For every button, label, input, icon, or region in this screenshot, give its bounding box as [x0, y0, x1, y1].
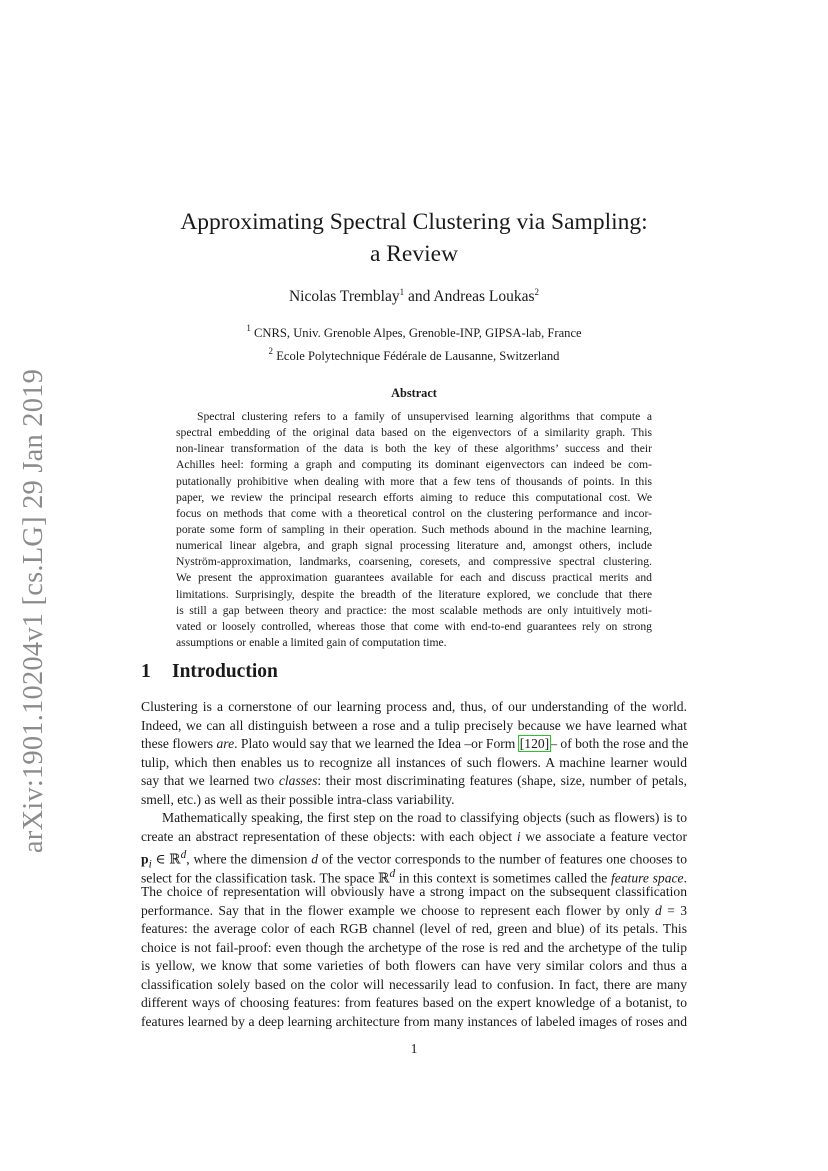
body-line	[141, 865, 687, 884]
abstract-line: is still a gap between theory and practice: the most scalable methods are only intuitively moti-	[176, 603, 652, 617]
body-line	[141, 735, 687, 754]
abstract-line: non-linear transformation of the data is both the key of these algorithms’ success and their	[176, 442, 652, 456]
affiliation-text: CNRS, Univ. Grenoble Alpes, Grenoble-INP, GIPSA-lab, France	[250, 326, 582, 340]
abstract-line: spectral embedding of the original data based on the eigenvectors of a similarity graph. This	[176, 426, 652, 440]
body-line: is yellow, we know that some varieties of both flowers can have very similar colors and thus a	[141, 958, 687, 973]
affiliation-marker: 2	[534, 287, 540, 297]
math-symbol: ∈ ℝ	[151, 851, 181, 867]
body-line: choice is not fail-proof: even though the archetype of the rose is red and the archetype of the tulip	[141, 939, 687, 955]
body-line: The choice of representation will obviously have a strong impact on the subsequent classification	[141, 884, 687, 899]
text-run: these flowers	[141, 736, 217, 751]
author-separator: and	[404, 288, 434, 305]
page-number: 1	[410, 1041, 418, 1056]
body-line: Clustering is a cornerstone of our learning process and, thus, of our understanding of the world.	[141, 699, 687, 714]
emphasis: classes	[278, 773, 318, 788]
abstract-line: vated or loosely controlled, whereas those that come with end-to-end guarantees rely on strong	[176, 619, 652, 633]
affiliation-2	[140, 342, 688, 365]
text-run: – of both the rose and the	[550, 736, 689, 751]
text-run: : their most discriminating features (shape, size, number of petals,	[317, 773, 687, 788]
math-superscript: d	[180, 849, 187, 861]
text-run: say that we learned two	[141, 773, 279, 788]
abstract-line: We present the approximation guarantees available for each and discuss practical merits and	[176, 571, 652, 585]
body-line	[141, 846, 687, 871]
math-subscript: i	[148, 858, 152, 871]
body-line	[141, 902, 687, 921]
text-run: we associate a feature vector	[520, 828, 687, 844]
section-heading	[141, 661, 278, 683]
affiliation-text: Ecole Polytechnique Fédérale de Lausanne, Switzerland	[273, 349, 560, 363]
emphasis: feature space	[610, 870, 684, 886]
text-run: . Plato would say that we learned the Idea –or Form	[234, 736, 519, 751]
body-line: features learned by a deep learning architecture from many instances of labeled images of roses and	[141, 1013, 687, 1029]
body-line: Mathematically speaking, the first step on the road to classifying objects (such as flowers) is to	[162, 810, 687, 825]
title-line-2: a Review	[369, 241, 459, 267]
body-line: Indeed, we can all distinguish between a rose and a tulip precisely because we have learned what	[141, 717, 687, 733]
arxiv-sidebar	[18, 368, 50, 854]
author-name: Nicolas Tremblay	[288, 288, 400, 305]
text-run: create an abstract representation of these objects: with each object	[141, 828, 517, 844]
citation-link[interactable]: [120]	[519, 736, 550, 751]
abstract-line: porate some form of sampling in their operation. Such methods abound in the machine learning,	[176, 522, 652, 536]
abstract-line: Nyström-approximation, landmarks, coarsening, coresets, and compressive spectral clustering.	[176, 555, 652, 569]
section-title: Introduction	[172, 661, 278, 682]
text-run: , where the dimension	[186, 851, 312, 867]
affiliation-1	[140, 319, 688, 342]
abstract-line: Achilles heel: forming a graph and computing its dominant eigenvectors can indeed be com-	[176, 458, 652, 472]
abstract-line: focus on methods that come with a theoretical control on the clustering performance and incor-	[176, 506, 652, 520]
math-superscript: d	[389, 867, 396, 880]
abstract-line: numerical linear algebra, and graph signal processing literature and, amongst others, include	[176, 539, 652, 553]
emphasis: are	[216, 736, 235, 751]
math-symbol: = 3	[661, 902, 688, 918]
arxiv-identifier: arXiv:1901.10204v1 [cs.LG] 29 Jan 2019	[18, 368, 49, 854]
body-line	[141, 828, 687, 847]
affiliation-marker: 2	[268, 346, 274, 356]
text-run: of the vector corresponds to the number of features one chooses to	[317, 851, 687, 867]
affiliations	[140, 319, 688, 365]
text-run: .	[683, 870, 687, 886]
body-line	[141, 772, 687, 791]
math-variable: d	[655, 902, 662, 918]
abstract-text	[176, 409, 652, 651]
abstract-line: limitations. Surprisingly, despite the breadth of the literature explored, we conclude that there	[176, 587, 652, 601]
abstract-line: Spectral clustering refers to a family of unsupervised learning algorithms that compute a	[197, 410, 652, 423]
text-run: in this context is sometimes called the	[395, 870, 611, 886]
affiliation-marker: 1	[399, 287, 405, 297]
body-line: different ways of choosing features: from features based on the expert knowledge of a botanist, to	[141, 995, 687, 1010]
author-list	[140, 287, 688, 306]
body-line: classification solely based on the color will necessarily lead to confusion. In fact, there are many	[141, 976, 687, 992]
abstract-line: putationally prohibitive when dealing with more that a few tens of thousands of points. In this	[176, 474, 652, 488]
section-number: 1	[141, 661, 151, 682]
affiliation-marker: 1	[246, 323, 251, 333]
text-run: select for the classification task. The space ℝ	[141, 870, 390, 886]
title-line-1: Approximating Spectral Clustering via Sampling:	[180, 209, 648, 235]
author-name: Andreas Loukas	[433, 288, 535, 305]
abstract-line: paper, we review the principal research efforts aiming to reduce this computational cost. We	[176, 490, 652, 504]
text-run: performance. Say that in the flower example we choose to represent each flower by only	[141, 902, 656, 918]
math-vector: p	[141, 851, 149, 867]
math-variable: i	[516, 828, 521, 844]
math-variable: d	[311, 851, 318, 867]
paper-title	[140, 206, 688, 270]
abstract-line: assumptions or enable a limited gain of computation time.	[176, 635, 447, 649]
abstract-heading: Abstract	[391, 386, 437, 400]
body-line: smell, etc.) as well as their possible intra-class variability.	[141, 791, 455, 807]
body-text	[141, 698, 687, 1031]
body-line: tulip, which then enables us to recognize all instances of such flowers. A machine learner would	[141, 754, 687, 770]
body-line: features: the average color of each RGB channel (level of red, green and blue) of its petals. This	[141, 921, 687, 936]
